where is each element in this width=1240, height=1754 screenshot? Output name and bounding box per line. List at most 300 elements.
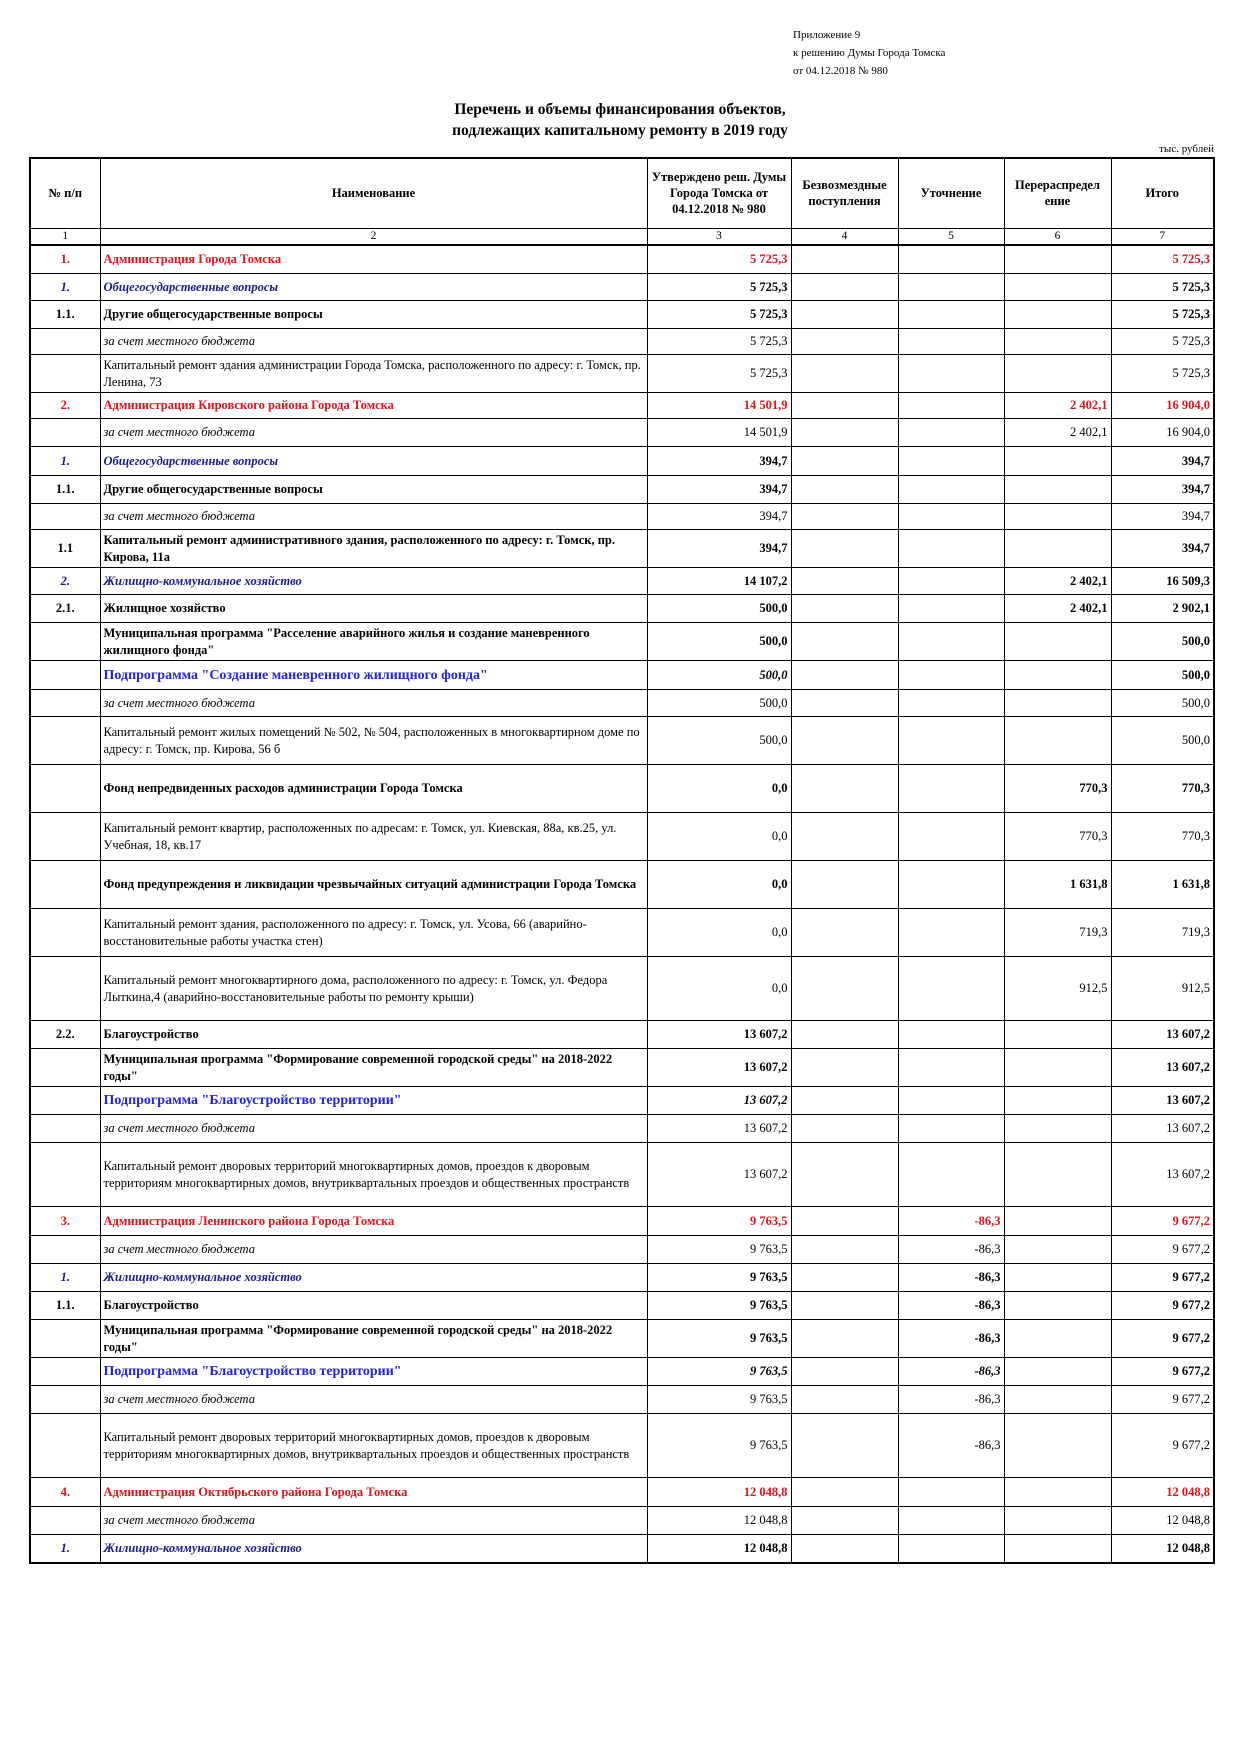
row-name: Общегосударственные вопросы (100, 274, 647, 301)
grants-value (791, 568, 898, 595)
total-value: 770,3 (1111, 813, 1214, 861)
total-value: 9 677,2 (1111, 1207, 1214, 1236)
approved-value: 9 763,5 (647, 1414, 791, 1478)
redistribution-value (1004, 1535, 1111, 1563)
adjustment-value (898, 813, 1004, 861)
table-row (30, 1358, 1214, 1386)
total-value: 9 677,2 (1111, 1292, 1214, 1320)
grants-value (791, 957, 898, 1021)
adjustment-value (898, 476, 1004, 504)
grants-value (791, 1115, 898, 1143)
row-number (30, 1386, 100, 1414)
row-number: 2.1. (30, 595, 100, 623)
table-row (30, 690, 1214, 717)
adjustment-value (898, 765, 1004, 813)
redistribution-value (1004, 1143, 1111, 1207)
approved-value: 0,0 (647, 813, 791, 861)
redistribution-value: 719,3 (1004, 909, 1111, 957)
redistribution-value: 912,5 (1004, 957, 1111, 1021)
grants-value (791, 1478, 898, 1507)
redistribution-value (1004, 301, 1111, 329)
approved-value: 13 607,2 (647, 1049, 791, 1087)
approved-value: 9 763,5 (647, 1386, 791, 1414)
redistribution-value (1004, 530, 1111, 568)
grants-value (791, 1049, 898, 1087)
grants-value (791, 690, 898, 717)
approved-value: 500,0 (647, 690, 791, 717)
row-number: 1. (30, 274, 100, 301)
row-name: Подпрограмма "Благоустройство территории" (100, 1087, 647, 1115)
table-row (30, 1478, 1214, 1507)
column-index: 2 (100, 228, 647, 245)
total-value: 770,3 (1111, 765, 1214, 813)
grants-value (791, 476, 898, 504)
approved-value: 5 725,3 (647, 329, 791, 355)
row-number (30, 717, 100, 765)
row-number: 1. (30, 447, 100, 476)
table-row (30, 1021, 1214, 1049)
row-name: Капитальный ремонт многоквартирного дома, расположенного по адресу: г. Томск, ул. Федора Лыткина,4 (аварийно-восстановительные работы по ремонту крыши) (100, 957, 647, 1021)
redistribution-value (1004, 476, 1111, 504)
total-value: 1 631,8 (1111, 861, 1214, 909)
grants-value (791, 1292, 898, 1320)
grants-value (791, 1021, 898, 1049)
row-name: за счет местного бюджета (100, 419, 647, 447)
total-value: 16 509,3 (1111, 568, 1214, 595)
approved-value: 0,0 (647, 957, 791, 1021)
total-value: 9 677,2 (1111, 1320, 1214, 1358)
table-row (30, 1143, 1214, 1207)
approved-value: 0,0 (647, 861, 791, 909)
adjustment-value (898, 1143, 1004, 1207)
row-name: Администрация Октябрьского района Города Томска (100, 1478, 647, 1507)
redistribution-value (1004, 1115, 1111, 1143)
row-number (30, 1358, 100, 1386)
adjustment-value (898, 274, 1004, 301)
total-value: 394,7 (1111, 476, 1214, 504)
total-value: 12 048,8 (1111, 1478, 1214, 1507)
row-name: Благоустройство (100, 1021, 647, 1049)
total-value: 9 677,2 (1111, 1414, 1214, 1478)
total-value: 394,7 (1111, 504, 1214, 530)
redistribution-value (1004, 1087, 1111, 1115)
row-number (30, 623, 100, 661)
table-row (30, 765, 1214, 813)
redistribution-value: 770,3 (1004, 765, 1111, 813)
row-name: за счет местного бюджета (100, 329, 647, 355)
redistribution-value (1004, 1292, 1111, 1320)
approved-value: 14 501,9 (647, 393, 791, 419)
row-number: 2. (30, 393, 100, 419)
total-value: 500,0 (1111, 623, 1214, 661)
row-number: 1. (30, 245, 100, 274)
row-name: за счет местного бюджета (100, 1507, 647, 1535)
approved-value: 9 763,5 (647, 1264, 791, 1292)
redistribution-value: 2 402,1 (1004, 393, 1111, 419)
approved-value: 13 607,2 (647, 1115, 791, 1143)
total-value: 500,0 (1111, 717, 1214, 765)
approved-value: 500,0 (647, 717, 791, 765)
table-row (30, 476, 1214, 504)
adjustment-value: -86,3 (898, 1207, 1004, 1236)
row-number: 2. (30, 568, 100, 595)
row-number (30, 813, 100, 861)
adjustment-value (898, 419, 1004, 447)
total-value: 13 607,2 (1111, 1021, 1214, 1049)
adjustment-value (898, 504, 1004, 530)
table-row (30, 301, 1214, 329)
appendix-note (793, 26, 945, 80)
row-number (30, 1143, 100, 1207)
row-number (30, 1115, 100, 1143)
adjustment-value: -86,3 (898, 1236, 1004, 1264)
row-number: 1. (30, 1535, 100, 1563)
row-name: Администрация Ленинского района Города Томска (100, 1207, 647, 1236)
header-approved: Утверждено реш. Думы Города Томска от 04.12.2018 № 980 (647, 158, 791, 228)
total-value: 13 607,2 (1111, 1049, 1214, 1087)
adjustment-value (898, 530, 1004, 568)
approved-value: 9 763,5 (647, 1320, 791, 1358)
row-number: 1.1. (30, 301, 100, 329)
adjustment-value (898, 1478, 1004, 1507)
header-adjustment: Уточнение (898, 158, 1004, 228)
redistribution-value (1004, 1207, 1111, 1236)
row-name: за счет местного бюджета (100, 1236, 647, 1264)
row-number (30, 419, 100, 447)
row-name: за счет местного бюджета (100, 690, 647, 717)
table-row (30, 1507, 1214, 1535)
appendix-line-1: Приложение 9 (793, 29, 861, 41)
total-value: 5 725,3 (1111, 301, 1214, 329)
row-number (30, 1049, 100, 1087)
grants-value (791, 1236, 898, 1264)
table-row (30, 1414, 1214, 1478)
column-index: 7 (1111, 228, 1214, 245)
total-value: 394,7 (1111, 530, 1214, 568)
row-name: Другие общегосударственные вопросы (100, 476, 647, 504)
total-value: 9 677,2 (1111, 1264, 1214, 1292)
total-value: 13 607,2 (1111, 1115, 1214, 1143)
row-name: Муниципальная программа "Расселение аварийного жилья и создание маневренного жилищного фонда" (100, 623, 647, 661)
adjustment-value (898, 393, 1004, 419)
table-row (30, 1535, 1214, 1563)
total-value: 500,0 (1111, 661, 1214, 690)
row-name: Капитальный ремонт дворовых территорий многоквартирных домов, проездов к дворовым территориям многоквартирных домов, внутриквартальных проездов и общественных пространств (100, 1414, 647, 1478)
grants-value (791, 1320, 898, 1358)
table-row (30, 245, 1214, 274)
adjustment-value: -86,3 (898, 1264, 1004, 1292)
grants-value (791, 623, 898, 661)
approved-value: 13 607,2 (647, 1143, 791, 1207)
redistribution-value (1004, 1478, 1111, 1507)
approved-value: 9 763,5 (647, 1358, 791, 1386)
approved-value: 13 607,2 (647, 1087, 791, 1115)
table-row (30, 419, 1214, 447)
adjustment-value (898, 1049, 1004, 1087)
total-value: 9 677,2 (1111, 1358, 1214, 1386)
total-value: 5 725,3 (1111, 355, 1214, 393)
units-label: тыс. рублей (1159, 143, 1214, 155)
total-value: 5 725,3 (1111, 329, 1214, 355)
approved-value: 394,7 (647, 504, 791, 530)
redistribution-value (1004, 245, 1111, 274)
table-row (30, 504, 1214, 530)
adjustment-value (898, 447, 1004, 476)
adjustment-value (898, 1087, 1004, 1115)
redistribution-value (1004, 1507, 1111, 1535)
row-number (30, 1414, 100, 1478)
grants-value (791, 1207, 898, 1236)
row-name: Жилищно-коммунальное хозяйство (100, 568, 647, 595)
adjustment-value (898, 661, 1004, 690)
adjustment-value: -86,3 (898, 1414, 1004, 1478)
row-name: Подпрограмма "Создание маневренного жилищного фонда" (100, 661, 647, 690)
total-value: 394,7 (1111, 447, 1214, 476)
grants-value (791, 1358, 898, 1386)
adjustment-value (898, 1021, 1004, 1049)
grants-value (791, 1507, 898, 1535)
row-number (30, 355, 100, 393)
total-value: 719,3 (1111, 909, 1214, 957)
table-row (30, 1049, 1214, 1087)
grants-value (791, 661, 898, 690)
table-row (30, 717, 1214, 765)
redistribution-value (1004, 274, 1111, 301)
adjustment-value (898, 861, 1004, 909)
grants-value (791, 1535, 898, 1563)
redistribution-value (1004, 717, 1111, 765)
appendix-line-3: от 04.12.2018 № 980 (793, 65, 888, 77)
redistribution-value (1004, 623, 1111, 661)
grants-value (791, 1414, 898, 1478)
approved-value: 14 501,9 (647, 419, 791, 447)
document-title-line-2: подлежащих капитальному ремонту в 2019 году (452, 122, 788, 139)
redistribution-value (1004, 1414, 1111, 1478)
approved-value: 9 763,5 (647, 1207, 791, 1236)
row-name: за счет местного бюджета (100, 1115, 647, 1143)
adjustment-value (898, 355, 1004, 393)
grants-value (791, 717, 898, 765)
approved-value: 0,0 (647, 765, 791, 813)
row-name: Капитальный ремонт дворовых территорий многоквартирных домов, проездов к дворовым территориям многоквартирных домов, внутриквартальных проездов и общественных пространств (100, 1143, 647, 1207)
row-name: Другие общегосударственные вопросы (100, 301, 647, 329)
grants-value (791, 393, 898, 419)
table-row (30, 813, 1214, 861)
row-name: Жилищное хозяйство (100, 595, 647, 623)
row-number: 1.1 (30, 530, 100, 568)
redistribution-value: 2 402,1 (1004, 568, 1111, 595)
header-name: Наименование (100, 158, 647, 228)
adjustment-value (898, 690, 1004, 717)
grants-value (791, 447, 898, 476)
grants-value (791, 245, 898, 274)
column-index: 4 (791, 228, 898, 245)
redistribution-value (1004, 355, 1111, 393)
redistribution-value (1004, 1386, 1111, 1414)
header-redistribution: Перераспредел ение (1004, 158, 1111, 228)
header-row (30, 158, 1214, 228)
adjustment-value: -86,3 (898, 1386, 1004, 1414)
row-number (30, 329, 100, 355)
financing-table (29, 157, 1215, 1564)
adjustment-value: -86,3 (898, 1320, 1004, 1358)
redistribution-value (1004, 329, 1111, 355)
table-row (30, 661, 1214, 690)
total-value: 9 677,2 (1111, 1386, 1214, 1414)
adjustment-value (898, 595, 1004, 623)
adjustment-value (898, 717, 1004, 765)
adjustment-value (898, 568, 1004, 595)
header-grants: Безвозмездные поступления (791, 158, 898, 228)
row-number (30, 861, 100, 909)
total-value: 5 725,3 (1111, 245, 1214, 274)
grants-value (791, 861, 898, 909)
table-row (30, 568, 1214, 595)
table-row (30, 1320, 1214, 1358)
row-number (30, 1320, 100, 1358)
approved-value: 14 107,2 (647, 568, 791, 595)
grants-value (791, 419, 898, 447)
grants-value (791, 1264, 898, 1292)
redistribution-value (1004, 1358, 1111, 1386)
approved-value: 12 048,8 (647, 1507, 791, 1535)
row-name: Фонд непредвиденных расходов администрации Города Томска (100, 765, 647, 813)
approved-value: 12 048,8 (647, 1478, 791, 1507)
approved-value: 5 725,3 (647, 274, 791, 301)
table-row (30, 1236, 1214, 1264)
redistribution-value (1004, 661, 1111, 690)
approved-value: 13 607,2 (647, 1021, 791, 1049)
row-name: Жилищно-коммунальное хозяйство (100, 1535, 647, 1563)
redistribution-value (1004, 1320, 1111, 1358)
table-row (30, 861, 1214, 909)
table-row (30, 530, 1214, 568)
column-index: 6 (1004, 228, 1111, 245)
row-number: 2.2. (30, 1021, 100, 1049)
row-number: 4. (30, 1478, 100, 1507)
approved-value: 394,7 (647, 476, 791, 504)
grants-value (791, 530, 898, 568)
grants-value (791, 909, 898, 957)
total-value: 5 725,3 (1111, 274, 1214, 301)
redistribution-value: 2 402,1 (1004, 595, 1111, 623)
table-row (30, 957, 1214, 1021)
grants-value (791, 355, 898, 393)
column-index: 1 (30, 228, 100, 245)
row-name: Подпрограмма "Благоустройство территории" (100, 1358, 647, 1386)
total-value: 13 607,2 (1111, 1087, 1214, 1115)
document-title-line-1: Перечень и объемы финансирования объектов, (454, 101, 786, 118)
table-row (30, 393, 1214, 419)
table-body (30, 245, 1214, 1563)
redistribution-value: 1 631,8 (1004, 861, 1111, 909)
adjustment-value (898, 301, 1004, 329)
row-name: за счет местного бюджета (100, 504, 647, 530)
redistribution-value: 770,3 (1004, 813, 1111, 861)
approved-value: 394,7 (647, 447, 791, 476)
row-name: Муниципальная программа "Формирование современной городской среды" на 2018-2022 годы" (100, 1320, 647, 1358)
row-number (30, 1236, 100, 1264)
approved-value: 500,0 (647, 623, 791, 661)
adjustment-value (898, 329, 1004, 355)
grants-value (791, 813, 898, 861)
table-row (30, 274, 1214, 301)
row-number (30, 765, 100, 813)
row-name: Жилищно-коммунальное хозяйство (100, 1264, 647, 1292)
row-number (30, 690, 100, 717)
table-row (30, 909, 1214, 957)
row-name: Капитальный ремонт квартир, расположенных по адресам: г. Томск, ул. Киевская, 88а, кв.25, ул. Учебная, 18, кв.17 (100, 813, 647, 861)
grants-value (791, 595, 898, 623)
approved-value: 500,0 (647, 595, 791, 623)
adjustment-value (898, 1535, 1004, 1563)
row-name: Капитальный ремонт административного здания, расположенного по адресу: г. Томск, пр. Кирова, 11а (100, 530, 647, 568)
adjustment-value (898, 245, 1004, 274)
row-name: Благоустройство (100, 1292, 647, 1320)
total-value: 12 048,8 (1111, 1507, 1214, 1535)
row-number: 3. (30, 1207, 100, 1236)
adjustment-value (898, 909, 1004, 957)
redistribution-value (1004, 447, 1111, 476)
row-name: Муниципальная программа "Формирование современной городской среды" на 2018-2022 годы" (100, 1049, 647, 1087)
approved-value: 12 048,8 (647, 1535, 791, 1563)
total-value: 500,0 (1111, 690, 1214, 717)
header-num: № п/п (30, 158, 100, 228)
approved-value: 500,0 (647, 661, 791, 690)
row-name: Общегосударственные вопросы (100, 447, 647, 476)
row-number (30, 957, 100, 1021)
grants-value (791, 1386, 898, 1414)
appendix-line-2: к решению Думы Города Томска (793, 47, 946, 59)
row-name: за счет местного бюджета (100, 1386, 647, 1414)
total-value: 9 677,2 (1111, 1236, 1214, 1264)
row-number (30, 504, 100, 530)
adjustment-value (898, 1115, 1004, 1143)
approved-value: 5 725,3 (647, 245, 791, 274)
column-index-row (30, 228, 1214, 245)
approved-value: 9 763,5 (647, 1292, 791, 1320)
row-name: Администрация Кировского района Города Томска (100, 393, 647, 419)
row-number (30, 909, 100, 957)
table-row (30, 1115, 1214, 1143)
total-value: 2 902,1 (1111, 595, 1214, 623)
row-number: 1.1. (30, 1292, 100, 1320)
row-name: Капитальный ремонт здания администрации Города Томска, расположенного по адресу: г. Томск, пр. Ленина, 73 (100, 355, 647, 393)
redistribution-value (1004, 690, 1111, 717)
approved-value: 5 725,3 (647, 355, 791, 393)
row-number: 1.1. (30, 476, 100, 504)
total-value: 12 048,8 (1111, 1535, 1214, 1563)
grants-value (791, 274, 898, 301)
table-row (30, 623, 1214, 661)
table-row (30, 1264, 1214, 1292)
total-value: 13 607,2 (1111, 1143, 1214, 1207)
row-number: 1. (30, 1264, 100, 1292)
approved-value: 0,0 (647, 909, 791, 957)
total-value: 912,5 (1111, 957, 1214, 1021)
grants-value (791, 1087, 898, 1115)
adjustment-value: -86,3 (898, 1292, 1004, 1320)
approved-value: 5 725,3 (647, 301, 791, 329)
table-row (30, 447, 1214, 476)
row-number (30, 1507, 100, 1535)
document-title (0, 99, 1240, 141)
approved-value: 9 763,5 (647, 1236, 791, 1264)
column-index: 3 (647, 228, 791, 245)
redistribution-value: 2 402,1 (1004, 419, 1111, 447)
redistribution-value (1004, 1021, 1111, 1049)
table-row (30, 1292, 1214, 1320)
